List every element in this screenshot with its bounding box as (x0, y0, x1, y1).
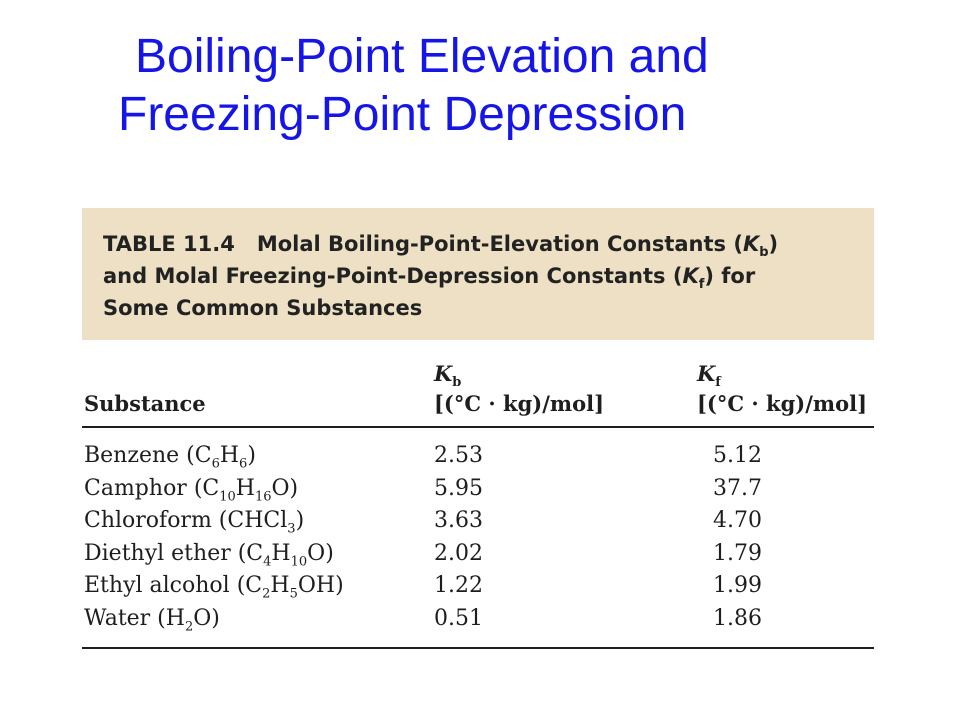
header-substance: Substance (84, 391, 206, 416)
formula-subscript: 5 (289, 586, 298, 602)
kf-value: 4.70 (713, 508, 762, 533)
substance-name-text: Diethyl ether (C (84, 540, 264, 566)
table-caption-line-1 (103, 228, 856, 260)
substance-name (84, 603, 220, 635)
kb-value: 2.02 (434, 540, 483, 566)
kb-value: 3.63 (434, 508, 483, 533)
substance-name-text: Benzene (C (84, 443, 212, 468)
table-caption-line-3: Some Common Substances (103, 296, 423, 320)
kb-value: 0.51 (434, 605, 483, 631)
table-body (82, 428, 874, 649)
substance-name (84, 538, 334, 570)
formula-subscript: 6 (239, 456, 248, 472)
substance-name-text: ) (295, 508, 305, 533)
caption-f-subscript: f (698, 277, 705, 293)
slide-title-line-1: Boiling-Point Elevation and (135, 30, 709, 83)
kb-value: 1.22 (434, 573, 483, 598)
table-header (82, 340, 874, 428)
caption-k-symbol: K (742, 232, 760, 256)
header-kf-unit: [(°C · kg)/mol] (697, 391, 867, 416)
table-row (82, 440, 874, 472)
header-kf-k: K (697, 361, 716, 386)
header-kb-sub: b (452, 375, 462, 391)
substance-name-text: Chloroform (CHCl (84, 508, 288, 533)
table-caption-line-2 (103, 260, 856, 292)
substance-name-text: Ethyl alcohol (C (84, 573, 263, 598)
caption-text-2b: ) for (704, 264, 756, 288)
substance-name-text: O) (307, 540, 334, 566)
substance-name-text: H (235, 475, 255, 501)
substance-name (84, 570, 344, 602)
table-row (82, 505, 874, 537)
header-kb-k: K (434, 361, 453, 386)
substance-name-text: O) (193, 605, 220, 631)
substance-name (84, 505, 304, 537)
constants-table (82, 340, 874, 649)
kf-value: 37.7 (713, 475, 762, 501)
substance-name (84, 473, 298, 505)
kf-value: 1.86 (713, 605, 762, 631)
formula-subscript: 10 (290, 553, 308, 569)
table-caption (82, 208, 874, 340)
table-label: TABLE 11.4 (103, 232, 235, 256)
formula-subscript: 2 (184, 618, 194, 634)
substance-name-text: H (270, 573, 290, 598)
formula-subscript: 3 (287, 521, 296, 537)
table-row (82, 603, 874, 635)
formula-subscript: 6 (211, 456, 220, 472)
table-row (82, 570, 874, 602)
kb-value: 5.95 (434, 475, 483, 501)
substance-name-text: Camphor (C (84, 475, 220, 501)
substance-name-text: Water (H (84, 605, 185, 631)
header-kf-symbol (697, 360, 721, 391)
substance-name-text: ) (247, 443, 256, 468)
slide-title (0, 28, 960, 144)
caption-k-symbol-2: K (682, 264, 699, 288)
caption-b-subscript: b (759, 245, 769, 261)
substance-name-text: H (271, 540, 291, 566)
formula-subscript: 2 (262, 586, 271, 602)
kb-value: 2.53 (434, 443, 483, 468)
substance-name (84, 440, 256, 472)
kf-value: 1.79 (713, 540, 762, 566)
formula-subscript: 4 (263, 553, 272, 569)
formula-subscript: 10 (219, 488, 236, 504)
substance-name-text: H (219, 443, 240, 468)
formula-subscript: 16 (254, 488, 272, 504)
kf-value: 5.12 (713, 443, 762, 468)
table-row (82, 538, 874, 570)
caption-close-paren: ) (768, 232, 779, 256)
header-kb-symbol (434, 360, 462, 391)
kf-value: 1.99 (713, 573, 762, 598)
header-kb-unit: [(°C · kg)/mol] (434, 391, 604, 416)
substance-name-text: O) (271, 475, 299, 501)
header-kf-sub: f (715, 375, 721, 391)
caption-text-1a: Molal Boiling-Point-Elevation Constants ( (256, 232, 743, 256)
substance-name-text: OH) (297, 573, 344, 598)
table-row (82, 473, 874, 505)
slide-title-line-2: Freezing-Point Depression (118, 88, 687, 141)
caption-text-2a: and Molal Freezing-Point-Depression Constants ( (103, 264, 683, 288)
